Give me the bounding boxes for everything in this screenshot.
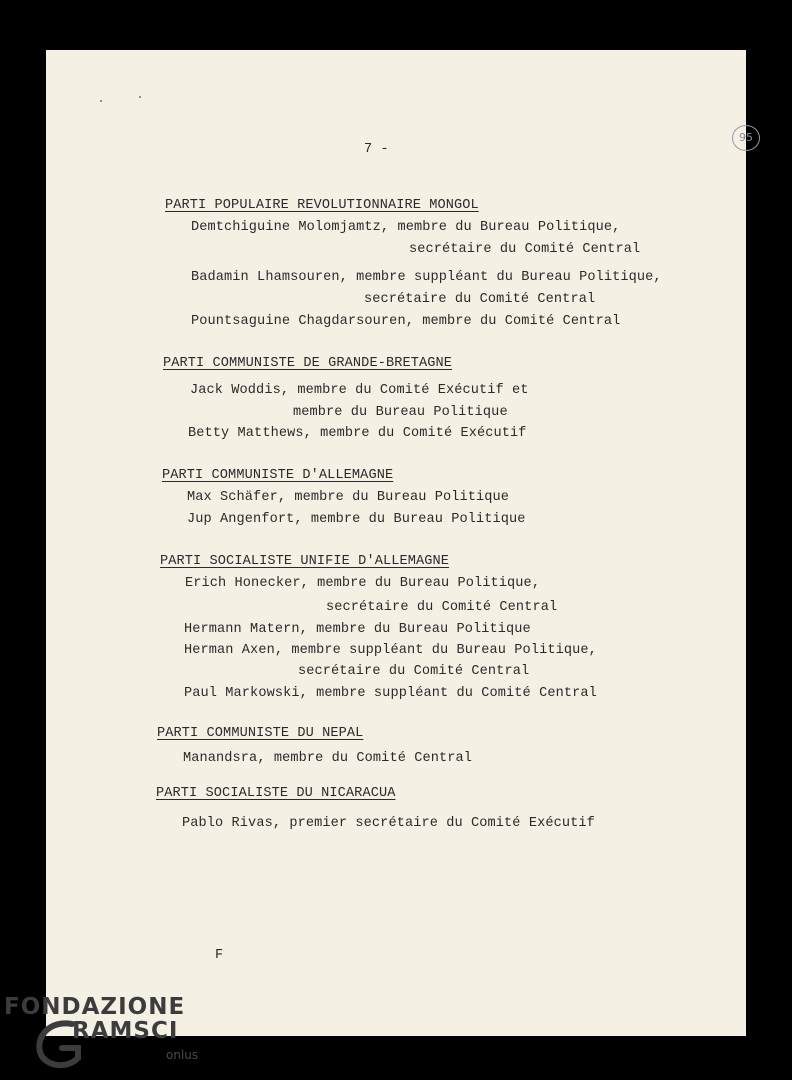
member-line: Herman Axen, membre suppléant du Bureau Politique, bbox=[184, 643, 597, 658]
member-line: secrétaire du Comité Central bbox=[326, 600, 558, 615]
section-header: PARTI COMMUNISTE DE GRANDE-BRETAGNE bbox=[163, 356, 453, 371]
section-header: PARTI POPULAIRE REVOLUTIONNAIRE MONGOL bbox=[165, 198, 479, 213]
section-header: PARTI COMMUNISTE D'ALLEMAGNE bbox=[162, 468, 394, 483]
watermark-line3: onlus bbox=[166, 1048, 199, 1062]
member-line: secrétaire du Comité Central bbox=[364, 292, 596, 307]
member-line: Betty Matthews, membre du Comité Exécutif bbox=[188, 426, 527, 441]
member-line: secrétaire du Comité Central bbox=[298, 664, 530, 679]
member-line: Pablo Rivas, premier secrétaire du Comité Exécutif bbox=[182, 816, 595, 831]
member-line: Paul Markowski, membre suppléant du Comité Central bbox=[184, 686, 597, 701]
page-number: 7 - bbox=[364, 142, 389, 157]
member-line: membre du Bureau Politique bbox=[293, 405, 508, 420]
member-line: Hermann Matern, membre du Bureau Politique bbox=[184, 622, 531, 637]
member-line: Manandsra, membre du Comité Central bbox=[183, 751, 473, 766]
member-line: Jup Angenfort, membre du Bureau Politique bbox=[187, 512, 526, 527]
member-line: Demtchiguine Molomjamtz, membre du Bureau Politique, bbox=[191, 220, 621, 235]
member-line: secrétaire du Comité Central bbox=[409, 242, 641, 257]
typed-document-page bbox=[46, 50, 753, 1036]
member-line: Pountsaguine Chagdarsouren, membre du Comité Central bbox=[191, 314, 621, 329]
archive-number-stamp: 95 bbox=[732, 125, 760, 151]
watermark-line2: RAMSCI bbox=[72, 1018, 179, 1044]
member-line: Jack Woddis, membre du Comité Exécutif et bbox=[190, 383, 529, 398]
section-header: PARTI SOCIALISTE DU NICARACUA bbox=[156, 786, 396, 801]
watermark-line1: FONDAZIONE bbox=[4, 994, 186, 1020]
paper-speck bbox=[100, 100, 102, 102]
member-line: Badamin Lhamsouren, membre suppléant du Bureau Politique, bbox=[191, 270, 662, 285]
section-header: PARTI COMMUNISTE DU NEPAL bbox=[157, 726, 364, 741]
section-header: PARTI SOCIALISTE UNIFIE D'ALLEMAGNE bbox=[160, 554, 450, 569]
member-line: Erich Honecker, membre du Bureau Politique, bbox=[185, 576, 541, 591]
paper-speck bbox=[139, 96, 141, 98]
member-line: Max Schäfer, membre du Bureau Politique bbox=[187, 490, 510, 505]
footer-initial: F bbox=[215, 948, 224, 963]
foundation-watermark-logo bbox=[4, 992, 204, 1072]
